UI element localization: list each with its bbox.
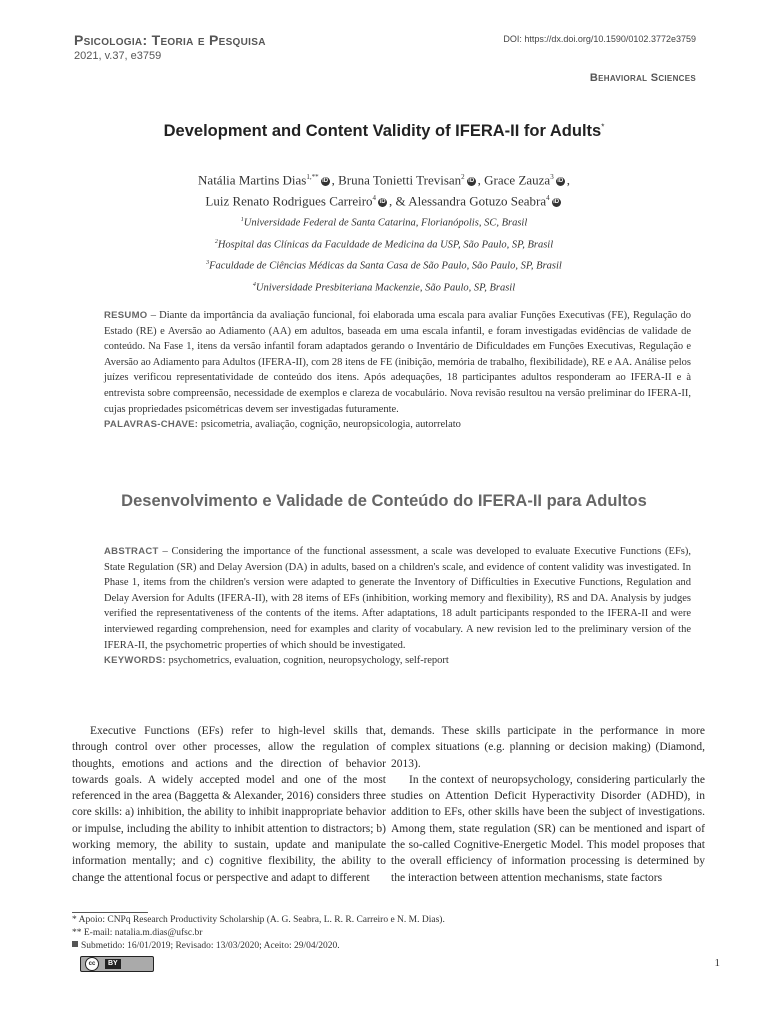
resumo-text: – Diante da importância da avaliação funcional, foi elaborada uma escala para avaliar Funções Executivas (FE), Regulação do Estado (RE) e Aversão ao Adiamento (AA) em adultos, baseada em uma escala infantil, e foram investigadas evidências de validade de conteúdo. Na Fase 1, itens da versão infantil foram adaptados gerando o Inventário de Dificuldades em Funções Executivas, Regulação e Aversão ao Adiamento para Adultos (IFERA-II), com 28 itens de FE (inibição, memória de trabalho, flexibilidade), RE e AA. Análise pelos juízes verificou representatividade de conteúdo dos itens. Após adequações, 18 participantes adultos responderam ao IFERA-II e à entrevista sobre compreensão, necessidade de exemplos e clareza de vocabulário. Nova revisão resultou na versão preliminar do IFERA-II, cujas propriedades psicométricas devem ser investigadas futuramente. — [104, 310, 691, 415]
footnote-email: ** E-mail: natalia.m.dias@ufsc.br — [72, 928, 203, 938]
journal-name: Psicologia: Teoria e Pesquisa — [74, 32, 266, 48]
author-name: Alessandra Gotuzo Seabra — [408, 193, 547, 209]
author-list: Natália Martins Dias$^{1,**}$ iD , Bruna Tonietti Trevisan$^2$ iD , Grace Zauza$^3$ iD , Luiz Renato Rodrigues Carreiro$^4$ iD , & Alessandra Gotuzo Seabra$^4$ iD — [198, 172, 570, 209]
journal-volume: 2021, v.37, e3759 — [74, 50, 162, 62]
footnotes — [72, 914, 445, 953]
creative-commons-icon: cc — [85, 957, 99, 971]
author-name: Grace Zauza — [484, 172, 551, 188]
cc-license-badge[interactable] — [80, 956, 154, 972]
author-name: Luiz Renato Rodrigues Carreiro — [205, 193, 373, 209]
affiliation: $^1$Universidade Federal de Santa Catarina, Florianópolis, SC, Brasil — [240, 217, 528, 229]
orcid-icon[interactable]: iD — [557, 177, 564, 184]
paper-title: Development and Content Validity of IFERA-II for Adults* — [163, 122, 605, 140]
orcid-icon[interactable]: iD — [468, 177, 475, 184]
square-bullet-icon — [72, 941, 78, 947]
body-paragraph: In the context of neuropsychology, considering particularly the studies on Attention Deficit Hyperactivity Disorder (ADHD), in addition to EFs, other skills have been the subject of investigations. Among them, state regulation (SR) can be mentioned and ispart of the so-called Cognitive-Energetic Model. This model proposes that the overall efficiency of information processing is determined by the interaction between attention mechanisms, state factors — [391, 773, 705, 884]
palavras-chave-text: psicometria, avaliação, cognição, neuropsicologia, autorrelato — [198, 419, 461, 431]
cc-by-label: BY — [105, 959, 121, 969]
palavras-chave-label: PALAVRAS-CHAVE: — [104, 419, 199, 431]
affiliation: $^4$Universidade Presbiteriana Mackenzie, São Paulo, SP, Brasil — [252, 281, 516, 293]
keywords-text: psychometrics, evaluation, cognition, neuropsychology, self-report — [165, 655, 449, 667]
author-name: Natália Martins Dias — [198, 172, 307, 188]
footnote-funding: * Apoio: CNPq Research Productivity Scholarship (A. G. Seabra, L. R. R. Carreiro e N. M. Dias). — [72, 915, 445, 925]
abstract-label: ABSTRACT — [104, 546, 159, 557]
doi-link[interactable]: DOI: https://dx.doi.org/10.1590/0102.3772e3759 — [503, 34, 696, 44]
title-footnote-mark: * — [601, 122, 605, 132]
orcid-icon[interactable]: iD — [553, 199, 560, 206]
keywords-label: KEYWORDS: — [104, 655, 166, 667]
resumo-label: RESUMO — [104, 310, 148, 321]
section-label: Behavioral Sciences — [589, 72, 696, 84]
body-paragraph: demands. These skills participate in the performance in more complex situations (e.g. planning or decision making) (Diamond, 2013). — [391, 725, 705, 770]
affiliation-list — [0, 211, 768, 297]
body-column-right — [391, 723, 705, 886]
body-column-left — [72, 723, 386, 886]
body-paragraph: Executive Functions (EFs) refer to high-level skills that, through control over other processes, allow the regulation of thoughts, emotions and actions and the direction of behavior towards goals. A widely accepted model and one of the most referenced in the area (Baggetta & Alexander, 2016) considers three core skills: a) inhibition, the ability to inhibit inappropriate behavior or impulse, including the ability to inhibit attention to distractors; b) working memory, the ability to sustain, update and manipulate information mentally; and c) cognitive flexibility, the ability to change the attentional focus or perspective and adapt to different — [72, 725, 386, 884]
orcid-icon[interactable]: iD — [322, 177, 329, 184]
affiliation: $^3$Faculdade de Ciências Médicas da Santa Casa de São Paulo, São Paulo, SP, Brasil — [206, 260, 562, 272]
orcid-icon[interactable]: iD — [379, 199, 386, 206]
portuguese-title: Desenvolvimento e Validade de Conteúdo do IFERA-II para Adultos — [121, 492, 647, 510]
resumo-block — [104, 308, 691, 433]
page-number: 1 — [714, 957, 720, 969]
footnote-divider — [72, 912, 148, 913]
affiliation: $^2$Hospital das Clínicas da Faculdade de Medicina da USP, São Paulo, SP, Brasil — [214, 238, 554, 250]
author-name: Bruna Tonietti Trevisan — [338, 172, 462, 188]
abstract-text: – Considering the importance of the functional assessment, a scale was developed to evaluate Executive Functions (EFs), State Regulation (SR) and Delay Aversion (DA) in adults, based on a children's scale, and evidence of content validity was investigated. In Phase 1, items from the children's version were adapted to generate the Inventory of Difficulties in Executive Functions, Regulation and Delay Aversion for Adults (IFERA-II), with 28 items of EFs (inhibition, working memory and flexibility), RS and DA. Analysis by judges verified the representativeness of the contents of the items. After adaptations, 18 adult participants responded to the IFERA-II and were interviewed regarding comprehension, need for examples and clarity of vocabulary. A new revision led to the preliminary version of the IFERA-II, the psychometric properties of which should be investigated. — [104, 546, 691, 651]
footnote-dates: Submetido: 16/01/2019; Revisado: 13/03/2020; Aceito: 29/04/2020. — [72, 940, 445, 953]
abstract-block — [104, 544, 691, 669]
